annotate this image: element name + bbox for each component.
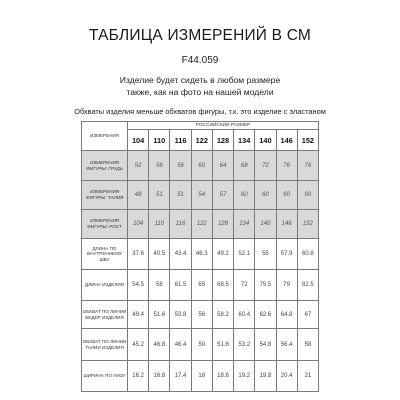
measurement-value-cell: 53.8 xyxy=(170,301,191,329)
measurement-value-cell: 51.6 xyxy=(212,329,233,361)
size-table xyxy=(81,121,319,392)
measurement-value-cell: 21 xyxy=(297,361,318,392)
measurement-value-cell: 76 xyxy=(297,151,318,181)
header-label-cell: ИЗМЕРЕНИЯ xyxy=(82,122,128,151)
measurement-label-cell: ДЛИНА ПО ВНУТРЕННЕМУ ШВУ xyxy=(82,239,128,270)
measurement-value-cell: 76 xyxy=(276,151,297,181)
measurement-value-cell: 68.5 xyxy=(212,270,233,301)
measurement-value-cell: 16.2 xyxy=(128,361,149,392)
table-row xyxy=(82,270,319,301)
measurement-value-cell: 60 xyxy=(297,181,318,210)
measurement-value-cell: 54 xyxy=(191,181,212,210)
measurement-value-cell: 57 xyxy=(212,181,233,210)
size-header-cell: 152 xyxy=(297,130,318,151)
table-row xyxy=(82,361,319,392)
table-row xyxy=(82,329,319,361)
elastane-note: Обхваты изделия меньше обхватов фигуры, т.к. это изделие с эластаном xyxy=(74,107,326,116)
measurement-value-cell: 60.8 xyxy=(297,239,318,270)
measurement-value-cell: 19.8 xyxy=(255,361,276,392)
size-system-caption: РОССИЙСКИЙ РАЗМЕР xyxy=(128,122,319,130)
measurement-value-cell: 46.4 xyxy=(170,329,191,361)
measurement-value-cell: 49.2 xyxy=(212,239,233,270)
measurement-value-cell: 56 xyxy=(149,151,170,181)
measurement-value-cell: 68 xyxy=(234,151,255,181)
table-row xyxy=(82,210,319,239)
measurement-value-cell: 43.4 xyxy=(170,239,191,270)
measurement-value-cell: 67 xyxy=(297,301,318,329)
measurement-value-cell: 122 xyxy=(191,210,212,239)
measurement-value-cell: 20.4 xyxy=(276,361,297,392)
size-header-cell: 146 xyxy=(276,130,297,151)
measurement-value-cell: 18.6 xyxy=(212,361,233,392)
measurement-label-cell: ИЗМЕРЕНИЯ ФИГУРЫ: ТАЛИЯ xyxy=(82,181,128,210)
measurement-value-cell: 61.5 xyxy=(170,270,191,301)
measurement-value-cell: 60 xyxy=(255,181,276,210)
measurement-label-cell: ИЗМЕРЕНИЯ ФИГУРЫ: РОСТ xyxy=(82,210,128,239)
table-row xyxy=(82,181,319,210)
measurement-value-cell: 46.3 xyxy=(191,239,212,270)
measurement-value-cell: 53.2 xyxy=(234,329,255,361)
measurement-value-cell: 134 xyxy=(234,210,255,239)
size-header-cell: 140 xyxy=(255,130,276,151)
page-title: ТАБЛИЦА ИЗМЕРЕНИЙ В СМ xyxy=(88,27,312,44)
size-header-cell: 104 xyxy=(128,130,149,151)
measurement-value-cell: 52.1 xyxy=(234,239,255,270)
measurement-value-cell: 54.5 xyxy=(128,270,149,301)
size-header-cell: 134 xyxy=(234,130,255,151)
measurement-value-cell: 104 xyxy=(128,210,149,239)
measurement-value-cell: 56 xyxy=(170,151,191,181)
measurement-value-cell: 49.4 xyxy=(128,301,149,329)
measurement-value-cell: 56.4 xyxy=(276,329,297,361)
measurement-label-cell: ОБХВАТ ПО ЛИНИИ БЕДЕР ИЗДЕЛИЯ xyxy=(82,301,128,329)
measurement-value-cell: 58.2 xyxy=(212,301,233,329)
measurement-value-cell: 51.6 xyxy=(149,301,170,329)
table-header-caption-row xyxy=(82,122,319,130)
measurement-value-cell: 60 xyxy=(276,181,297,210)
measurement-value-cell: 37.6 xyxy=(128,239,149,270)
product-code: F44.059 xyxy=(181,55,219,66)
measurement-value-cell: 18 xyxy=(191,361,212,392)
measurement-value-cell: 75.5 xyxy=(255,270,276,301)
measurement-value-cell: 55 xyxy=(255,239,276,270)
measurement-value-cell: 48 xyxy=(128,181,149,210)
measurement-value-cell: 19.2 xyxy=(234,361,255,392)
measurement-value-cell: 110 xyxy=(149,210,170,239)
measurement-value-cell: 116 xyxy=(170,210,191,239)
fit-note: Изделие будет сидеть в любом размере также, как на фото на нашей модели xyxy=(119,75,281,97)
measurement-value-cell: 57.9 xyxy=(276,239,297,270)
measurement-value-cell: 140 xyxy=(255,210,276,239)
measurement-value-cell: 60.4 xyxy=(234,301,255,329)
size-header-cell: 128 xyxy=(212,130,233,151)
measurement-label-cell: ИЗМЕРЕНИЯ ФИГУРЫ: ГРУДЬ xyxy=(82,151,128,181)
measurement-value-cell: 40.5 xyxy=(149,239,170,270)
measurement-value-cell: 51 xyxy=(149,181,170,210)
measurement-value-cell: 56 xyxy=(191,301,212,329)
measurement-value-cell: 64.8 xyxy=(276,301,297,329)
measurement-value-cell: 72 xyxy=(234,270,255,301)
measurement-value-cell: 65 xyxy=(191,270,212,301)
measurement-value-cell: 16.8 xyxy=(149,361,170,392)
measurement-value-cell: 128 xyxy=(212,210,233,239)
table-row xyxy=(82,301,319,329)
measurement-value-cell: 60 xyxy=(234,181,255,210)
measurement-value-cell: 79 xyxy=(276,270,297,301)
measurement-value-cell: 46.8 xyxy=(149,329,170,361)
table-row xyxy=(82,239,319,270)
measurement-value-cell: 62.6 xyxy=(255,301,276,329)
measurement-value-cell: 58 xyxy=(149,270,170,301)
measurement-value-cell: 72 xyxy=(255,151,276,181)
size-header-cell: 122 xyxy=(191,130,212,151)
measurement-value-cell: 51 xyxy=(170,181,191,210)
measurement-value-cell: 60 xyxy=(191,151,212,181)
measurement-label-cell: ОБХВАТ ПО ЛИНИИ ТАЛИИ ИЗДЕЛИЯ xyxy=(82,329,128,361)
measurement-value-cell: 64 xyxy=(212,151,233,181)
measurement-value-cell: 146 xyxy=(276,210,297,239)
measurement-value-cell: 45.2 xyxy=(128,329,149,361)
measurement-value-cell: 52 xyxy=(128,151,149,181)
table-row xyxy=(82,151,319,181)
measurement-value-cell: 50 xyxy=(191,329,212,361)
size-header-cell: 116 xyxy=(170,130,191,151)
measurement-value-cell: 58 xyxy=(297,329,318,361)
size-header-cell: 110 xyxy=(149,130,170,151)
measurement-value-cell: 82.5 xyxy=(297,270,318,301)
measurement-value-cell: 54.8 xyxy=(255,329,276,361)
measurement-label-cell: ДЛИНА ИЗДЕЛИЯ xyxy=(82,270,128,301)
measurement-label-cell: ШИРИНА ПО НИЗУ xyxy=(82,361,128,392)
measurement-value-cell: 17.4 xyxy=(170,361,191,392)
measurement-value-cell: 152 xyxy=(297,210,318,239)
